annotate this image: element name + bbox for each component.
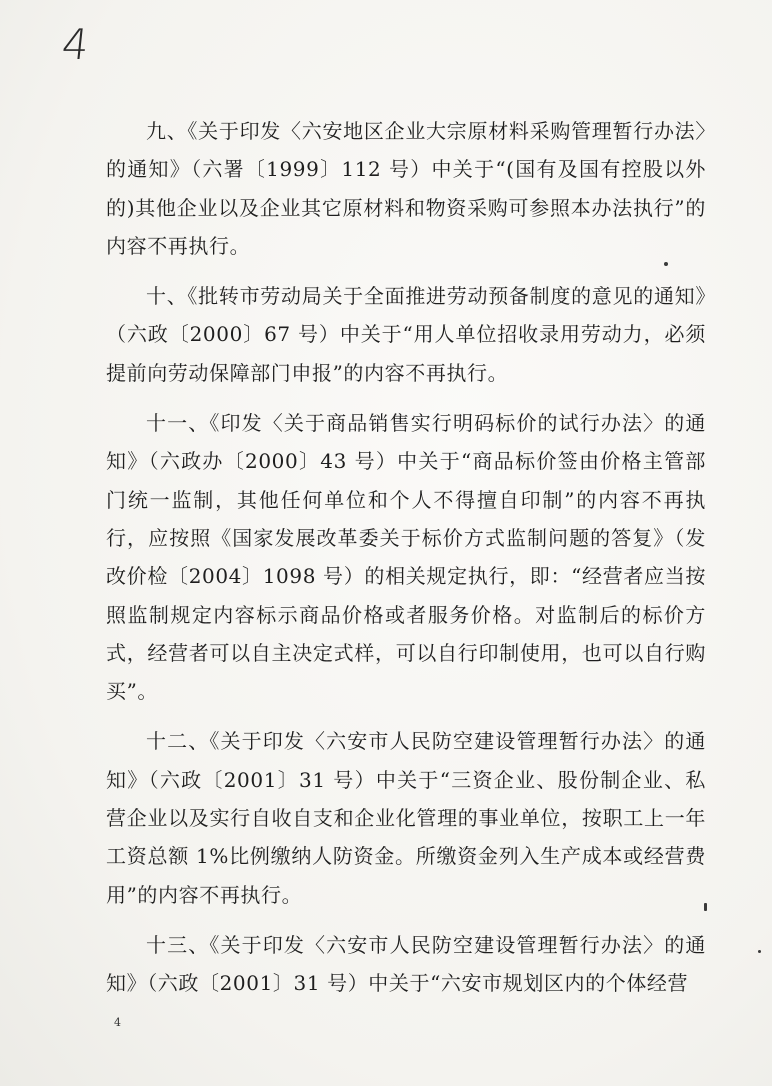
scan-speck — [664, 262, 668, 266]
footer-page-number: 4 — [114, 1016, 121, 1029]
handwritten-page-mark: 4 — [59, 20, 92, 69]
document-body — [106, 112, 706, 1015]
paragraph-item-10: 十、《批转市劳动局关于全面推进劳动预备制度的意见的通知》（六政〔2000〕67 号）中关于“用人单位招收录用劳动力，必须提前向劳动保障部门申报”的内容不再执行。 — [106, 284, 706, 385]
scan-speck — [704, 903, 707, 911]
paragraph-item-13: 十三、《关于印发〈六安市人民防空建设管理暂行办法〉的通知》（六政〔2001〕31 号）中关于“六安市规划区内的个体经营 — [106, 932, 706, 996]
paragraph-item-9: 九、《关于印发〈六安地区企业大宗原材料采购管理暂行办法〉的通知》（六署〔1999〕112 号）中关于“(国有及国有控股以外的)其他企业以及企业其它原材料和物资采购可参照本办法执行”的内容不再执行。 — [106, 119, 706, 258]
scan-speck — [758, 950, 761, 953]
paragraph-item-12: 十二、《关于印发〈六安市人民防空建设管理暂行办法〉的通知》（六政〔2001〕31 号）中关于“三资企业、股份制企业、私营企业以及实行自收自支和企业化管理的事业单位，按职工上一年工资总额 1%比例缴纳人防资金。所缴资金列入生产成本或经营费用”的内容不再执行。 — [106, 729, 706, 907]
paragraph-item-11: 十一、《印发〈关于商品销售实行明码标价的试行办法〉的通知》（六政办〔2000〕43 号）中关于“商品标价签由价格主管部门统一监制，其他任何单位和个人不得擅自印制”的内容不再执行，应按照《国家发展改革委关于标价方式监制问题的答复》（发改价检〔2004〕1098 号）的相关规定执行，即：“经营者应当按照监制规定内容标示商品价格或者服务价格。对监制后的标价方式，经营者可以自主决定式样，可以自行印制使用，也可以自行购买”。 — [106, 411, 706, 704]
